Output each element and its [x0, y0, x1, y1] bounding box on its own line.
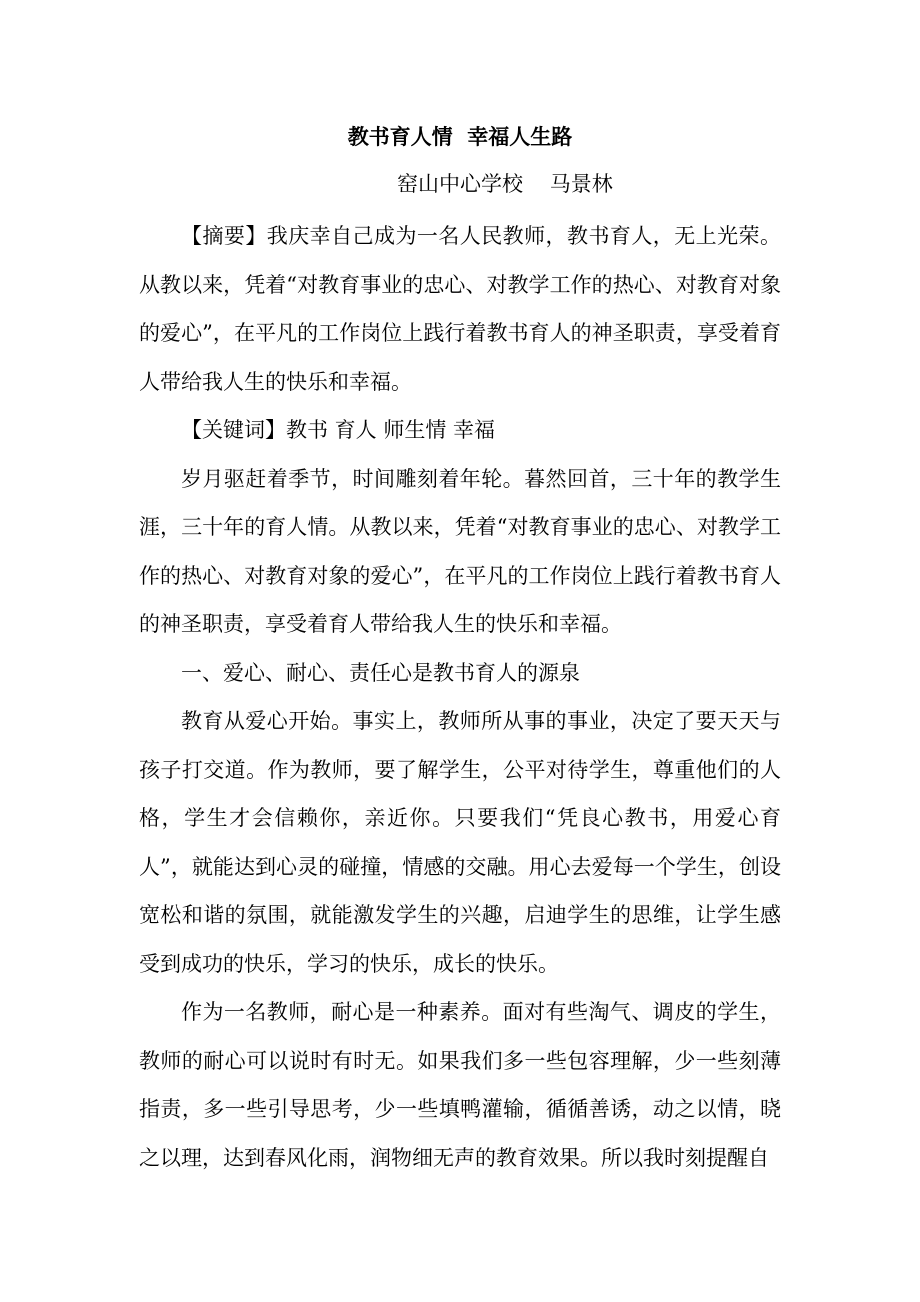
body-paragraph: 岁月驱赶着季节，时间雕刻着年轮。暮然回首，三十年的教学生涯，三十年的育人情。从教以来，凭着“对教育事业的忠心、对教学工作的热心、对教育对象的爱心”，在平凡的工作岗位上践行着教书育人的神圣职责，享受着育人带给我人生的快乐和幸福。 [139, 466, 781, 636]
document-body [139, 212, 781, 1182]
abstract-paragraph: 【摘要】我庆幸自己成为一名人民教师，教书育人，无上光荣。从教以来，凭着“对教育事业的忠心、对教学工作的热心、对教育对象的爱心”，在平凡的工作岗位上践行着教书育人的神圣职责，享受着育人带给我人生的快乐和幸福。 [139, 224, 781, 394]
author-byline: 窑山中心学校 马景林 [397, 172, 613, 196]
body-paragraph: 作为一名教师，耐心是一种素养。面对有些淘气、调皮的学生，教师的耐心可以说时有时无。如果我们多一些包容理解，少一些刻薄指责，多一些引导思考，少一些填鸭灌输，循循善诱，动之以情，晓之以理，达到春风化雨，润物细无声的教育效果。所以我时刻提醒自 [139, 1000, 781, 1170]
document-title: 教书育人情 幸福人生路 [347, 124, 573, 149]
keywords-paragraph: 【关键词】教书 育人 师生情 幸福 [181, 418, 496, 442]
section-heading: 一、爱心、耐心、责任心是教书育人的源泉 [181, 660, 580, 685]
body-paragraph: 教育从爱心开始。事实上，教师所从事的事业，决定了要天天与孩子打交道。作为教师，要了解学生，公平对待学生，尊重他们的人格，学生才会信赖你，亲近你。只要我们“凭良心教书，用爱心育人”，就能达到心灵的碰撞，情感的交融。用心去爱每一个学生，创设宽松和谐的氛围，就能激发学生的兴趣，启迪学生的思维，让学生感受到成功的快乐，学习的快乐，成长的快乐。 [139, 709, 781, 976]
